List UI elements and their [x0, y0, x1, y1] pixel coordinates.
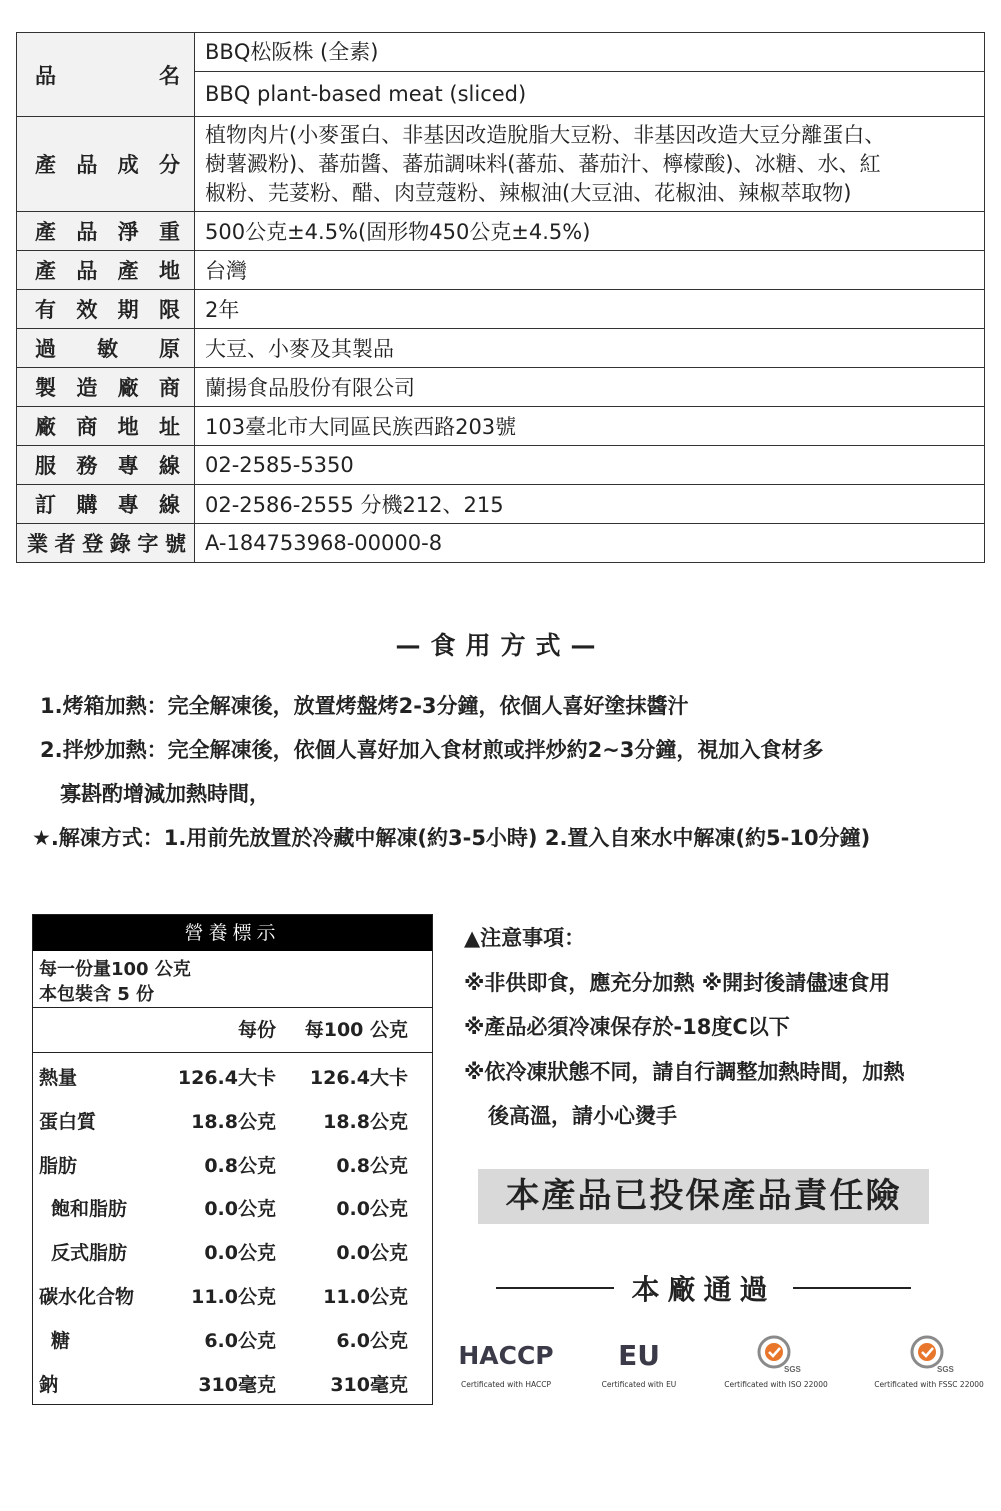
nutrient-name: 糖 [51, 1329, 71, 1352]
per-serving-value: 6.0公克 [204, 1329, 276, 1352]
per-serving-value: 310毫克 [198, 1373, 276, 1396]
product-name [195, 33, 985, 117]
nutrient-name: 反式脂肪 [51, 1242, 128, 1265]
name-label: 品名 [17, 33, 195, 117]
net-weight: 500公克±4.5%(固形物450公克±4.5%) [195, 212, 985, 251]
per-100g-value: 6.0公克 [336, 1329, 408, 1352]
per-100g-value: 0.8公克 [336, 1154, 408, 1177]
table-row [33, 1232, 432, 1276]
serving-info [33, 951, 432, 1008]
per-100g-value: 126.4大卡 [309, 1067, 408, 1089]
usage-line-2: 2.拌炒加熱：完全解凍後，依個人喜好加入食材煎或拌炒約2~3分鐘，視加入食材多 [40, 738, 824, 762]
table-row [33, 1101, 432, 1145]
cert-haccp [458, 1334, 554, 1389]
ingredients [195, 117, 985, 212]
product-info-table [16, 32, 985, 563]
nutrition-column-header [33, 1008, 432, 1053]
address-label: 廠商地址 [17, 407, 195, 446]
svg-text:SGS: SGS [784, 1365, 801, 1374]
nutrient-name: 蛋白質 [39, 1110, 97, 1133]
sgs-seal-icon [873, 1334, 985, 1374]
per-100g-value: 0.0公克 [336, 1242, 408, 1265]
nutrition-header: 營養標示 [33, 915, 432, 951]
precaution-4: 後高溫，請小心燙手 [488, 1104, 677, 1128]
ingredients-line-3: 椒粉、芫荽粉、醋、肉荳蔻粉、辣椒油(大豆油、花椒油、辣椒萃取物) [205, 180, 852, 205]
shelf-life: 2年 [195, 290, 985, 329]
usage-instructions [32, 684, 980, 860]
allergen: 大豆、小麥及其製品 [195, 329, 985, 368]
table-row [33, 1276, 432, 1320]
order-phone: 02-2586-2555 分機212、215 [195, 485, 985, 524]
haccp-logo: HACCP [458, 1341, 554, 1370]
shelf-label: 有效期限 [17, 290, 195, 329]
col-per-serving: 每份 [237, 1019, 276, 1041]
product-name-zh: BBQ松阪株 (全素) [195, 33, 984, 72]
precautions [464, 916, 984, 1139]
servings-per-package: 本包裝含 5 份 [39, 984, 155, 1005]
usage-title: —食用方式— [395, 631, 606, 660]
registration-label: 業者登錄字號 [17, 524, 195, 563]
service-label: 服務專線 [17, 446, 195, 485]
service-phone: 02-2585-5350 [195, 446, 985, 485]
per-serving-value: 126.4大卡 [177, 1067, 276, 1089]
per-serving-value: 18.8公克 [191, 1110, 276, 1133]
precaution-3: ※依冷凍狀態不同，請自行調整加熱時間，加熱 [464, 1059, 905, 1084]
nutrient-name: 熱量 [39, 1067, 78, 1089]
per-100g-value: 0.0公克 [336, 1198, 408, 1221]
per-100g-value: 310毫克 [330, 1373, 408, 1396]
manufacturer: 蘭揚食品股份有限公司 [195, 368, 985, 407]
certification-heading [478, 1268, 929, 1308]
cert-caption: Certificated with ISO 22000 [724, 1380, 828, 1389]
certification-title: 本廠通過 [631, 1273, 776, 1306]
sgs-seal-icon [722, 1334, 830, 1374]
nutrition-rows [33, 1053, 432, 1407]
eu-logo: EU [618, 1339, 660, 1372]
table-row [33, 1188, 432, 1232]
nutrition-facts [32, 914, 433, 1405]
product-name-en: BBQ plant-based meat (sliced) [205, 82, 527, 106]
registration-number: A-184753968-00000-8 [195, 524, 985, 563]
origin: 台灣 [195, 251, 985, 290]
per-serving-value: 0.8公克 [204, 1154, 276, 1177]
divider [496, 1287, 614, 1289]
table-row [33, 1320, 432, 1364]
ingredients-line-2: 樹薯澱粉)、蕃茄醬、蕃茄調味料(蕃茄、蕃茄汁、檸檬酸)、冰糖、水、紅 [205, 151, 881, 176]
cert-caption: Certificated with EU [601, 1380, 677, 1389]
per-serving-value: 0.0公克 [204, 1242, 276, 1265]
nutrient-name: 碳水化合物 [39, 1285, 135, 1308]
address: 103臺北市大同區民族西路203號 [195, 407, 985, 446]
precaution-1: ※非供即食，應充分加熱 ※開封後請儘速食用 [464, 970, 891, 995]
usage-line-4: ★.解凍方式：1.用前先放置於冷藏中解凍(約3-5小時) 2.置入自來水中解凍(約5-10分鐘) [32, 826, 871, 850]
weight-label: 產品淨重 [17, 212, 195, 251]
cert-caption: Certificated with HACCP [460, 1380, 552, 1389]
insurance-banner: 本產品已投保產品責任險 [478, 1169, 929, 1224]
cert-caption: Certificated with FSSC 22000 [874, 1380, 984, 1389]
nutrient-name: 脂肪 [39, 1154, 78, 1177]
maker-label: 製造廠商 [17, 368, 195, 407]
nutrient-name: 鈉 [39, 1373, 59, 1396]
col-per-100g: 每100 公克 [304, 1019, 408, 1041]
per-serving-value: 0.0公克 [204, 1198, 276, 1221]
cert-fssc22000 [873, 1334, 985, 1389]
ingredients-line-1: 植物肉片(小麥蛋白、非基因改造脫脂大豆粉、非基因改造大豆分離蛋白、 [205, 122, 886, 147]
per-100g-value: 18.8公克 [323, 1110, 408, 1133]
cert-eu [596, 1334, 682, 1389]
table-row [33, 1364, 432, 1408]
precautions-title: ▲注意事項： [464, 926, 586, 950]
svg-text:SGS: SGS [937, 1365, 954, 1374]
divider [793, 1287, 911, 1289]
usage-line-1: 1.烤箱加熱：完全解凍後，放置烤盤烤2-3分鐘，依個人喜好塗抹醬汁 [40, 694, 689, 718]
origin-label: 產品產地 [17, 251, 195, 290]
table-row [33, 1057, 432, 1101]
ingredients-label: 產品成分 [17, 117, 195, 212]
table-row [33, 1145, 432, 1189]
usage-line-3: 寡斟酌增減加熱時間， [60, 782, 270, 806]
nutrient-name: 飽和脂肪 [51, 1198, 128, 1221]
precaution-2: ※產品必須冷凍保存於-18度C以下 [464, 1015, 790, 1039]
serving-size: 每一份量100 公克 [39, 959, 191, 980]
per-100g-value: 11.0公克 [323, 1285, 408, 1308]
allergen-label: 過敏原 [17, 329, 195, 368]
order-label: 訂購專線 [17, 485, 195, 524]
cert-iso22000 [722, 1334, 830, 1389]
per-serving-value: 11.0公克 [191, 1285, 276, 1308]
